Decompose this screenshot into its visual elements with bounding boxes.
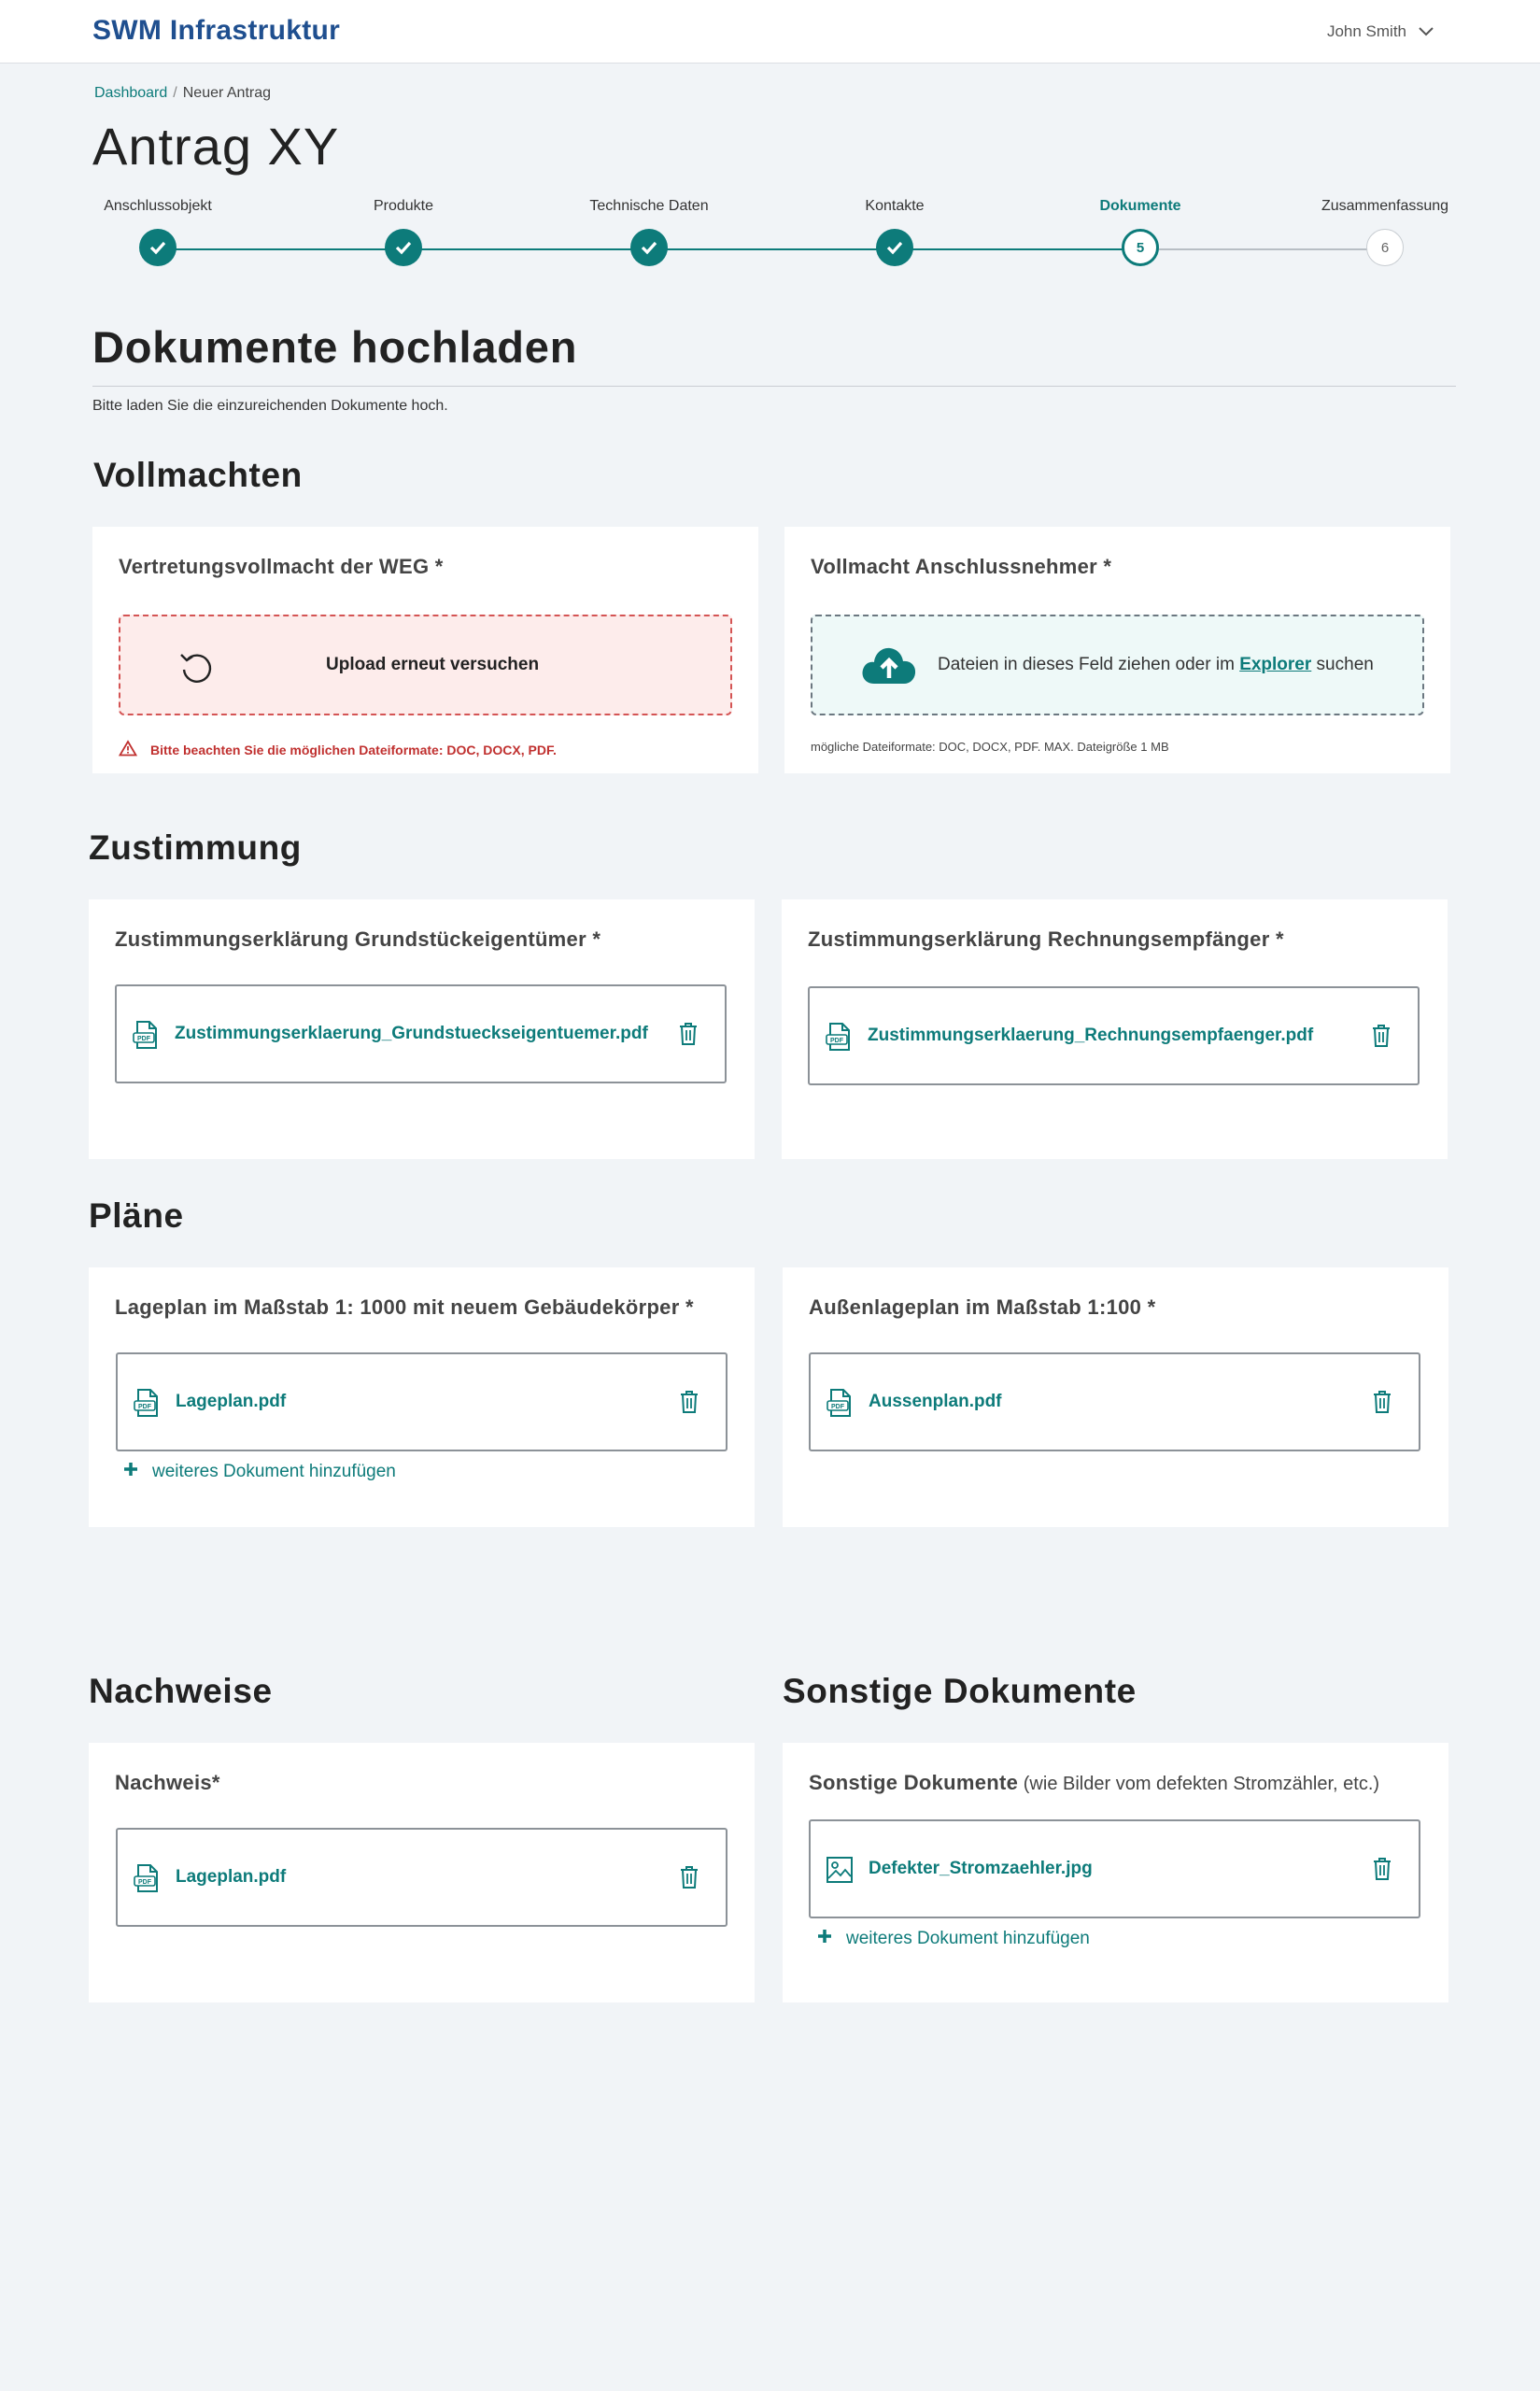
error-message — [119, 740, 557, 759]
delete-icon[interactable] — [1371, 1024, 1392, 1053]
add-document-label: weiteres Dokument hinzufügen — [846, 1929, 1090, 1948]
breadcrumb — [94, 85, 271, 102]
svg-text:PDF: PDF — [138, 1879, 151, 1886]
delete-icon[interactable] — [1372, 1857, 1392, 1886]
step-label: Zusammenfassung — [1321, 198, 1449, 214]
intro-text: Bitte laden Sie die einzureichenden Dokumente hoch. — [92, 398, 448, 414]
check-icon — [385, 229, 422, 266]
card-sonstige-dokumente — [783, 1743, 1448, 2002]
step-label: Produkte — [373, 198, 434, 214]
step-produkte[interactable] — [310, 196, 497, 266]
upload-dropzone-error[interactable] — [119, 615, 732, 715]
card-aussenlageplan — [783, 1267, 1448, 1527]
card-title — [809, 1771, 1379, 1795]
file-name[interactable]: Lageplan.pdf — [176, 1867, 287, 1887]
uploaded-file — [115, 984, 727, 1083]
check-icon — [876, 229, 913, 266]
group-title-plaene: Pläne — [89, 1196, 184, 1235]
card-title: Nachweis* — [115, 1771, 220, 1794]
plus-icon — [816, 1928, 833, 1950]
group-title-vollmachten: Vollmachten — [93, 456, 303, 494]
file-name[interactable]: Lageplan.pdf — [176, 1392, 287, 1411]
breadcrumb-separator: / — [173, 85, 177, 101]
breadcrumb-current: Neuer Antrag — [182, 85, 272, 101]
upload-text: Dateien in dieses Feld ziehen oder im — [938, 655, 1240, 674]
chevron-down-icon — [1418, 26, 1434, 37]
step-anschlussobjekt[interactable] — [64, 196, 251, 266]
section-title: Dokumente hochladen — [92, 322, 578, 372]
add-document-button[interactable] — [816, 1928, 1090, 1950]
svg-text:PDF: PDF — [137, 1036, 150, 1042]
file-format-hint: mögliche Dateiformate: DOC, DOCX, PDF. MAX. Dateigröße 1 MB — [811, 740, 1169, 754]
card-lageplan — [89, 1267, 755, 1527]
top-bar — [0, 0, 1540, 64]
pdf-file-icon — [132, 1020, 160, 1054]
step-label: Dokumente — [1099, 198, 1181, 214]
cloud-upload-icon — [859, 639, 919, 696]
svg-text:PDF: PDF — [830, 1038, 843, 1044]
pdf-file-icon — [133, 1388, 161, 1422]
card-title: Zustimmungserklärung Rechnungsempfänger * — [808, 927, 1284, 951]
delete-icon[interactable] — [678, 1022, 699, 1051]
step-number: 6 — [1366, 229, 1404, 266]
card-subtitle: (wie Bilder vom defekten Stromzähler, etc.) — [1018, 1774, 1380, 1794]
plus-icon — [122, 1461, 139, 1483]
svg-text:PDF: PDF — [831, 1404, 844, 1410]
warning-icon — [119, 740, 137, 759]
user-menu[interactable] — [1327, 22, 1434, 41]
uploaded-file — [808, 986, 1420, 1085]
file-name[interactable]: Zustimmungserklaerung_Rechnungsempfaenger.pdf — [868, 1026, 1314, 1045]
card-nachweis — [89, 1743, 755, 2002]
retry-icon — [178, 649, 216, 691]
delete-icon[interactable] — [1372, 1390, 1392, 1419]
user-name: John Smith — [1326, 22, 1406, 40]
uploaded-file — [809, 1819, 1420, 1918]
card-title: Lageplan im Maßstab 1: 1000 mit neuem Gebäudekörper * — [115, 1295, 694, 1319]
divider — [92, 386, 1456, 387]
group-title-nachweise: Nachweise — [89, 1672, 273, 1710]
retry-upload-label: Upload erneut versuchen — [326, 655, 540, 674]
group-title-sonstige: Sonstige Dokumente — [783, 1672, 1137, 1710]
add-document-button[interactable] — [122, 1461, 396, 1483]
upload-instructions — [938, 616, 1374, 714]
uploaded-file — [116, 1828, 728, 1927]
card-title: Außenlageplan im Maßstab 1:100 * — [809, 1295, 1156, 1319]
step-label: Anschlussobjekt — [104, 198, 212, 214]
svg-text:PDF: PDF — [138, 1404, 151, 1410]
pdf-file-icon — [133, 1863, 161, 1898]
uploaded-file — [809, 1352, 1420, 1451]
check-icon — [630, 229, 668, 266]
upload-text-end: suchen — [1311, 655, 1374, 674]
card-zustimmung-rechnung — [782, 899, 1448, 1159]
card-title: Zustimmungserklärung Grundstückeigentümer * — [115, 927, 601, 951]
step-label: Technische Daten — [589, 198, 709, 214]
pdf-file-icon — [826, 1388, 854, 1422]
brand-logo[interactable]: SWM Infrastruktur — [92, 15, 341, 46]
upload-dropzone[interactable] — [811, 615, 1424, 715]
step-number: 5 — [1122, 229, 1159, 266]
image-file-icon — [826, 1855, 854, 1889]
card-vollmacht-anschlussnehmer — [784, 527, 1450, 773]
breadcrumb-dashboard-link[interactable]: Dashboard — [94, 85, 168, 101]
file-name[interactable]: Aussenplan.pdf — [869, 1392, 1002, 1411]
explorer-link[interactable]: Explorer — [1239, 655, 1312, 674]
step-zusammenfassung[interactable] — [1292, 196, 1478, 266]
step-kontakte[interactable] — [801, 196, 988, 266]
file-name[interactable]: Defekter_Stromzaehler.jpg — [869, 1859, 1093, 1878]
card-zustimmung-grundstueck — [89, 899, 755, 1159]
file-name[interactable]: Zustimmungserklaerung_Grundstueckseigentuemer.pdf — [175, 1024, 648, 1043]
add-document-label: weiteres Dokument hinzufügen — [152, 1462, 396, 1481]
uploaded-file — [116, 1352, 728, 1451]
step-label: Kontakte — [865, 198, 925, 214]
delete-icon[interactable] — [679, 1390, 699, 1419]
card-title: Vertretungsvollmacht der WEG * — [119, 555, 444, 578]
step-dokumente[interactable] — [1047, 196, 1234, 266]
card-vertretungsvollmacht — [92, 527, 758, 773]
error-text: Bitte beachten Sie die möglichen Dateiformate: DOC, DOCX, PDF. — [150, 742, 557, 757]
check-icon — [139, 229, 177, 266]
card-title: Vollmacht Anschlussnehmer * — [811, 555, 1112, 578]
step-technische-daten[interactable] — [556, 196, 742, 266]
delete-icon[interactable] — [679, 1865, 699, 1894]
page-title: Antrag XY — [92, 117, 340, 176]
card-title-main: Sonstige Dokumente — [809, 1771, 1019, 1794]
group-title-zustimmung: Zustimmung — [89, 828, 302, 867]
pdf-file-icon — [825, 1022, 853, 1056]
progress-stepper — [92, 196, 1456, 271]
